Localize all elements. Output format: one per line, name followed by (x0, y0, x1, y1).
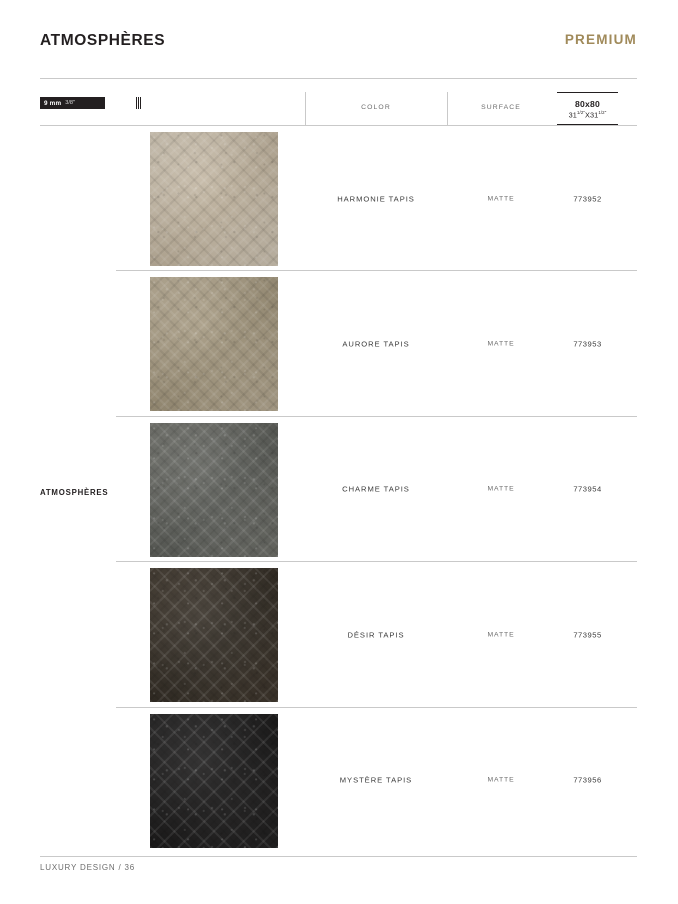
cell-surface: MATTE (487, 340, 515, 348)
tile-swatch-image (150, 568, 278, 702)
cell-surface: MATTE (487, 631, 515, 639)
tile-shading-overlay (150, 568, 278, 702)
cell-code: 773955 (573, 630, 602, 640)
cell-code: 773953 (573, 339, 602, 349)
table-row (40, 271, 637, 416)
stripe-marker-icon (136, 97, 142, 109)
cell-code: 773956 (573, 775, 602, 785)
size-inch-prefix: 31 (568, 110, 577, 120)
tile-swatch-image (150, 714, 278, 848)
size-inch-fraction-1: 1/2" (576, 110, 586, 115)
size-inch-label (557, 110, 618, 119)
cell-color: DÉSIR TAPIS (347, 630, 405, 640)
premium-badge: PREMIUM (564, 32, 637, 47)
tile-swatch (150, 714, 278, 848)
tile-swatch (150, 132, 278, 266)
cell-color: AURORE TAPIS (342, 339, 410, 349)
thickness-tag (40, 97, 105, 109)
cell-color: HARMONIE TAPIS (337, 194, 415, 204)
footer-text: LUXURY DESIGN / 36 (40, 863, 136, 872)
tile-swatch (150, 568, 278, 702)
tile-shading-overlay (150, 714, 278, 848)
tile-swatch-image (150, 132, 278, 266)
footer-divider (40, 856, 637, 857)
header-divider (40, 78, 637, 79)
cell-code: 773952 (573, 194, 602, 204)
tile-shading-overlay (150, 277, 278, 411)
tile-swatch-image (150, 423, 278, 557)
column-header-size (557, 92, 618, 125)
series-label: ATMOSPHÈRES (40, 488, 109, 497)
cell-surface: MATTE (487, 195, 515, 203)
size-cm-label: 80x80 (575, 99, 600, 109)
thickness-inch-label: 3/8" (65, 100, 76, 106)
column-header-color: COLOR (361, 104, 391, 111)
size-inch-middle: X31 (585, 110, 599, 120)
tile-shading-overlay (150, 132, 278, 266)
tile-swatch (150, 277, 278, 411)
thickness-mm-label: 9 mm (44, 99, 62, 107)
page-header (40, 32, 637, 66)
table-row (40, 708, 637, 853)
table-row (40, 562, 637, 707)
page-title: ATMOSPHÈRES (40, 32, 166, 49)
cell-color: MYSTÈRE TAPIS (339, 775, 413, 785)
tile-shading-overlay (150, 423, 278, 557)
size-inch-fraction-2: 1/2" (598, 110, 607, 115)
cell-color: CHARME TAPIS (342, 484, 410, 494)
tile-swatch (150, 423, 278, 557)
cell-code: 773954 (573, 484, 602, 494)
column-header-surface: SURFACE (481, 104, 521, 111)
cell-surface: MATTE (487, 485, 515, 493)
cell-surface: MATTE (487, 776, 515, 784)
table-header (40, 92, 637, 125)
table-row (40, 126, 637, 271)
tile-swatch-image (150, 277, 278, 411)
